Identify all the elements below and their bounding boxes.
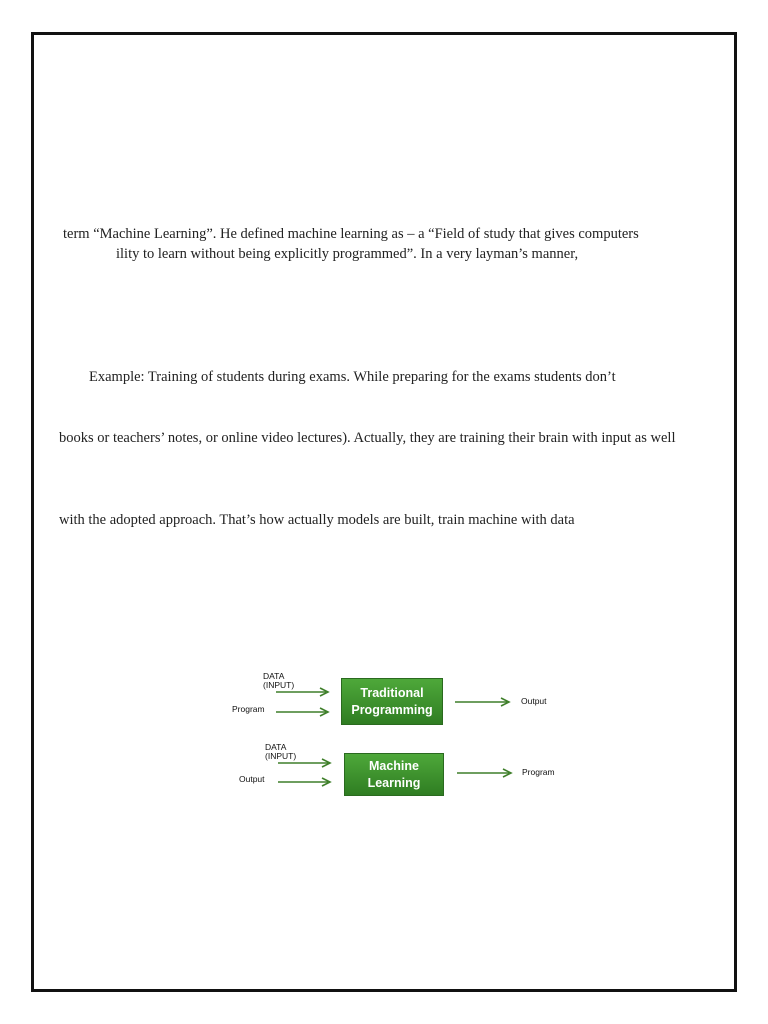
text-line-1: term “Machine Learning”. He defined machine learning as – a “Field of study that gives computers — [63, 226, 639, 242]
text-line-3: Example: Training of students during exams. While preparing for the exams students don’t — [89, 369, 616, 385]
text-line-2: ility to learn without being explicitly programmed”. In a very layman’s manner, — [116, 246, 579, 262]
traditional-programming-box: Traditional Programming — [341, 678, 443, 725]
ml-program-arrow-icon — [457, 767, 517, 779]
machine-learning-box: Machine Learning — [344, 753, 444, 796]
traditional-output-arrow-icon — [455, 696, 515, 708]
ml-output-arrow-icon — [278, 776, 336, 788]
traditional-output-label: Output — [521, 696, 547, 706]
ml-data-arrow-icon — [278, 757, 336, 769]
ml-data-input-label: DATA (INPUT) — [265, 742, 297, 761]
traditional-data-arrow-icon — [276, 686, 334, 698]
traditional-data-input-label: DATA (INPUT) — [263, 671, 295, 690]
traditional-program-arrow-icon — [276, 706, 334, 718]
text-line-4: books or teachers’ notes, or online video lectures). Actually, they are training their brain with input as well — [59, 430, 676, 446]
ml-program-output-label: Program — [522, 767, 555, 777]
ml-output-input-label: Output — [239, 774, 265, 784]
text-line-5: with the adopted approach. That’s how actually models are built, train machine with data — [59, 512, 575, 528]
traditional-program-label: Program — [232, 704, 265, 714]
